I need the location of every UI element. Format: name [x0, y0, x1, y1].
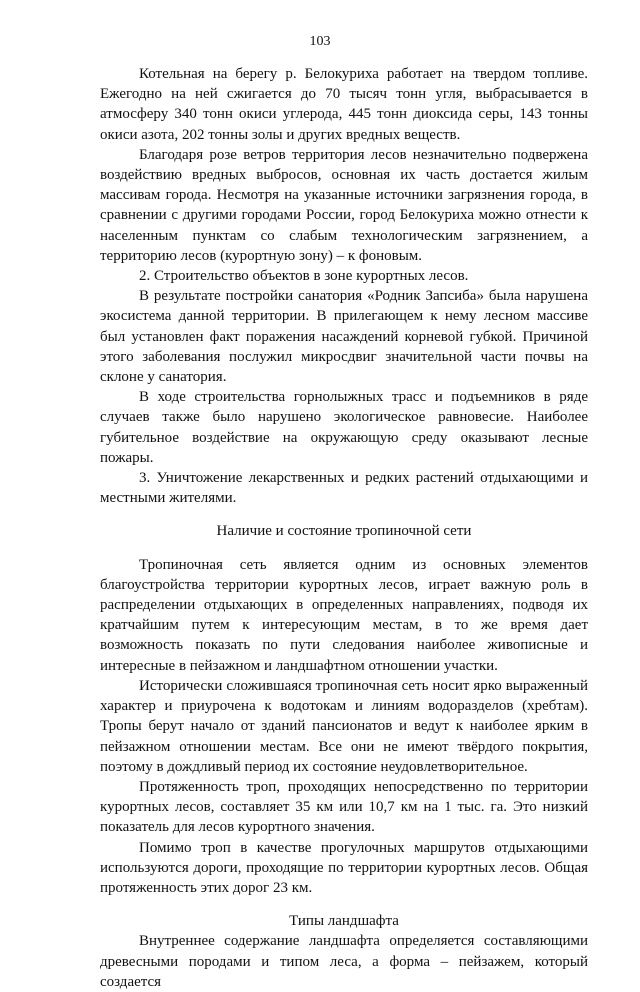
document-body [100, 64, 588, 992]
paragraph-wind-rose: Благодаря розе ветров территория лесов незначительно подвержена воздействию вредных выбросов, основная их часть достается жилым массивам города. Несмотря на указанные источники загрязнения города, в сравнении с другими городами России, город Белокуриха можно отнести к населенным пунктам со слабым технологическим загрязнением, а территорию лесов (курортную зону) – к фоновым. [100, 146, 588, 264]
section-heading-landscape: Типы ландшафта [289, 913, 399, 930]
paragraph-landscape-content: Внутреннее содержание ландшафта определяется составляющими древесными породами и типом леса, а форма – пейзажем, который создается [100, 933, 588, 990]
paragraph-historic-trails: Исторически сложившаяся тропиночная сеть носит ярко выраженный характер и приурочена к водотокам и линиям водоразделов (хребтам). Тропы берут начало от зданий пансионатов и ведут к наиболее ярким в пейзажном отношении местам. Все они не имеют твёрдого покрытия, поэтому в дождливый период их состояние неудовлетворительное. [100, 677, 588, 775]
paragraph-plants-item: 3. Уничтожение лекарственных и редких растений отдыхающими и местными жителями. [100, 470, 588, 507]
paragraph-boiler-house: Котельная на берегу р. Белокуриха работает на твердом топливе. Ежегодно на ней сжигается до 70 тысяч тонн угля, выбрасывается в атмосферу 340 тонн окиси углерода, 445 тонн диоксида серы, 143 тонны окиси азота, 202 тонны золы и других вредных веществ. [100, 66, 588, 143]
section-heading-trails: Наличие и состояние тропиночной сети [216, 523, 472, 540]
paragraph-ski-trails: В ходе строительства горнолыжных трасс и подъемников в ряде случаев также было нарушено экологическое равновесие. Наиболее губительное воздействие на окружающую среду оказывают лесные пожары. [100, 389, 588, 466]
paragraph-construction-item: 2. Строительство объектов в зоне курортных лесов. [139, 268, 469, 285]
paragraph-trail-network: Тропиночная сеть является одним из основных элементов благоустройства территории курортных лесов, играет важную роль в распределении отдыхающих в определенных направлениях, подводя их кратчайшим путем к интересующим местам, в то же время дает возможность показать по пути следования наиболее живописные и интересные в пейзажном и ландшафтном отношении участки. [100, 556, 588, 674]
paragraph-roads: Помимо троп в качестве прогулочных маршрутов отдыхающими используются дороги, проходящие по территории курортных лесов. Общая протяженность этих дорог 23 км. [100, 839, 588, 896]
paragraph-trail-length: Протяженность троп, проходящих непосредственно по территории курортных лесов, составляет 35 км или 10,7 км на 1 тыс. га. Это низкий показатель для лесов курортного значения. [100, 778, 588, 836]
paragraph-sanatorium: В результате постройки санатория «Родник Запсиба» была нарушена экосистема данной территории. В прилегающем к нему лесном массиве был установлен факт поражения насаждений корневой губкой. Причиной этого заболевания послужил микросдвиг значительной части почвы на склоне у санатория. [100, 288, 588, 386]
page-number: 103 [309, 34, 331, 49]
